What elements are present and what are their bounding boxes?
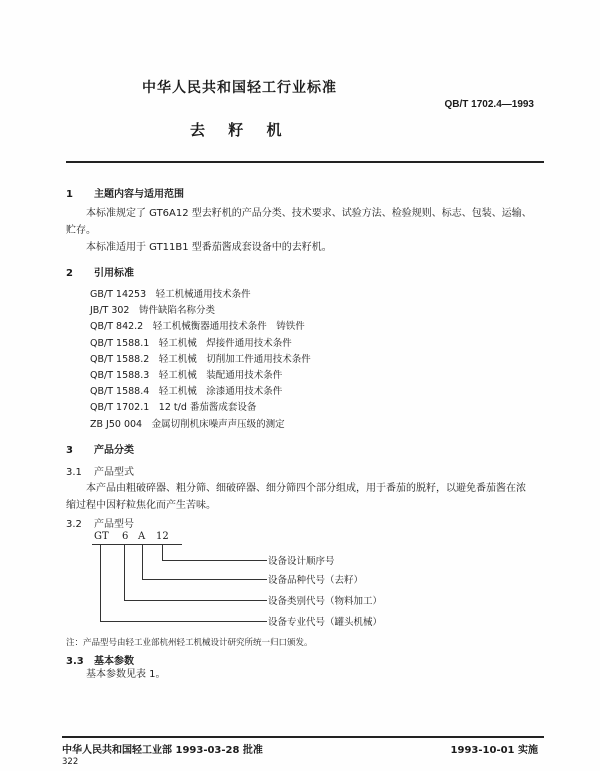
subsection-3-3-heading xyxy=(66,652,134,667)
section-title: 引用标准 xyxy=(94,268,134,279)
reference-item xyxy=(90,384,311,400)
connector-line xyxy=(124,600,267,601)
subsection-title: 产品型式 xyxy=(94,467,134,478)
reference-item xyxy=(90,417,311,433)
connector-line xyxy=(162,545,163,561)
reference-title: 轻工机械 焊接件通用技术条件 xyxy=(158,337,292,349)
model-label-variety: 设备品种代号（去籽） xyxy=(268,575,364,586)
paragraph-continuation: 缩过程中因籽粒焦化而产生苦味。 xyxy=(66,500,216,511)
reference-item xyxy=(90,336,311,352)
section-number: 1 xyxy=(66,189,73,200)
connector-line xyxy=(124,545,125,601)
subsection-3-1-body xyxy=(66,480,526,514)
reference-code: QB/T 1588.3 xyxy=(90,370,150,382)
reference-code: ZB J50 004 xyxy=(90,418,143,430)
subsection-3-2-heading xyxy=(66,515,134,530)
subsection-number: 3.2 xyxy=(66,519,82,530)
reference-title: 铸件缺陷名称分类 xyxy=(139,305,216,317)
approval-info: 中华人民共和国轻工业部 1993-03-28 批准 xyxy=(62,745,263,756)
subsection-title: 产品型号 xyxy=(94,519,134,530)
connector-line xyxy=(100,621,267,622)
section-title: 主题内容与适用范围 xyxy=(94,189,184,200)
reference-title: 轻工机械 切削加工件通用技术条件 xyxy=(158,353,311,365)
subsection-number: 3.1 xyxy=(66,467,82,478)
connector-line xyxy=(162,560,267,561)
reference-code: QB/T 842.2 xyxy=(90,321,144,333)
section-number: 3 xyxy=(66,445,73,456)
reference-code: QB/T 1588.1 xyxy=(90,337,150,349)
connector-line xyxy=(100,545,101,622)
effective-date: 1993-10-01 实施 xyxy=(450,745,538,756)
model-note: 注：产品型号由轻工业部杭州轻工机械设计研究所统一归口颁发。 xyxy=(66,638,313,648)
reference-item xyxy=(90,368,311,384)
model-code-12: 12 xyxy=(156,531,169,542)
standard-organization: 中华人民共和国轻工行业标准 xyxy=(142,80,337,96)
connector-line xyxy=(142,545,143,580)
paragraph-continuation: 贮存。 xyxy=(66,225,96,236)
paragraph: 本标准规定了 GT6A12 型去籽机的产品分类、技术要求、试验方法、检验规则、标志、包装、运输、 xyxy=(86,208,532,219)
model-label-specialty: 设备专业代号（罐头机械） xyxy=(268,617,383,628)
reference-code: QB/T 1588.4 xyxy=(90,386,150,398)
reference-list xyxy=(90,287,311,433)
model-code-a: A xyxy=(138,531,146,542)
section-3-heading xyxy=(66,441,134,456)
section-1-body xyxy=(66,205,546,256)
reference-item xyxy=(90,319,311,335)
standard-code: QB/T 1702.4—1993 xyxy=(444,99,534,110)
reference-item xyxy=(90,400,311,416)
reference-title: 轻工机械通用技术条件 xyxy=(155,289,251,300)
section-1-heading xyxy=(66,185,184,200)
model-code-6: 6 xyxy=(122,531,129,542)
reference-code: GB/T 14253 xyxy=(90,289,147,300)
paragraph: 本标准适用于 GT11B1 型番茄酱成套设备中的去籽机。 xyxy=(86,242,332,253)
document-title: 去 籽 机 xyxy=(190,121,282,139)
section-title: 产品分类 xyxy=(94,445,134,456)
code-underline xyxy=(92,544,182,545)
subsection-3-3-body: 基本参数见表 1。 xyxy=(86,669,166,680)
reference-code: QB/T 1702.1 xyxy=(90,402,150,414)
reference-item xyxy=(90,352,311,368)
footer-rule xyxy=(62,736,544,738)
subsection-number: 3.3 xyxy=(66,656,84,667)
model-label-design-sequence: 设备设计顺序号 xyxy=(268,556,335,567)
reference-code: JB/T 302 xyxy=(90,305,130,317)
model-label-category: 设备类别代号（物料加工） xyxy=(268,596,383,607)
reference-title: 金属切削机床噪声声压级的测定 xyxy=(151,418,285,430)
reference-code: QB/T 1588.2 xyxy=(90,353,150,365)
subsection-3-1-heading xyxy=(66,463,134,478)
header-rule xyxy=(66,161,544,163)
paragraph: 本产品由粗破碎器、粗分筛、细破碎器、细分筛四个部分组成，用于番茄的脱籽，以避免番茄酱在浓 xyxy=(86,483,526,494)
reference-item xyxy=(90,287,311,303)
reference-title: 轻工机械 涂漆通用技术条件 xyxy=(158,386,283,398)
connector-line xyxy=(142,579,267,580)
section-number: 2 xyxy=(66,268,73,279)
page-number: 322 xyxy=(62,757,79,767)
reference-item xyxy=(90,303,311,319)
reference-title: 12 t/d 番茄酱成套设备 xyxy=(158,402,257,414)
reference-title: 轻工机械衡器通用技术条件 铸铁件 xyxy=(152,321,305,333)
model-code-gt: GT xyxy=(94,531,109,542)
reference-title: 轻工机械 装配通用技术条件 xyxy=(158,370,283,382)
subsection-title: 基本参数 xyxy=(94,656,134,667)
section-2-heading xyxy=(66,264,134,279)
